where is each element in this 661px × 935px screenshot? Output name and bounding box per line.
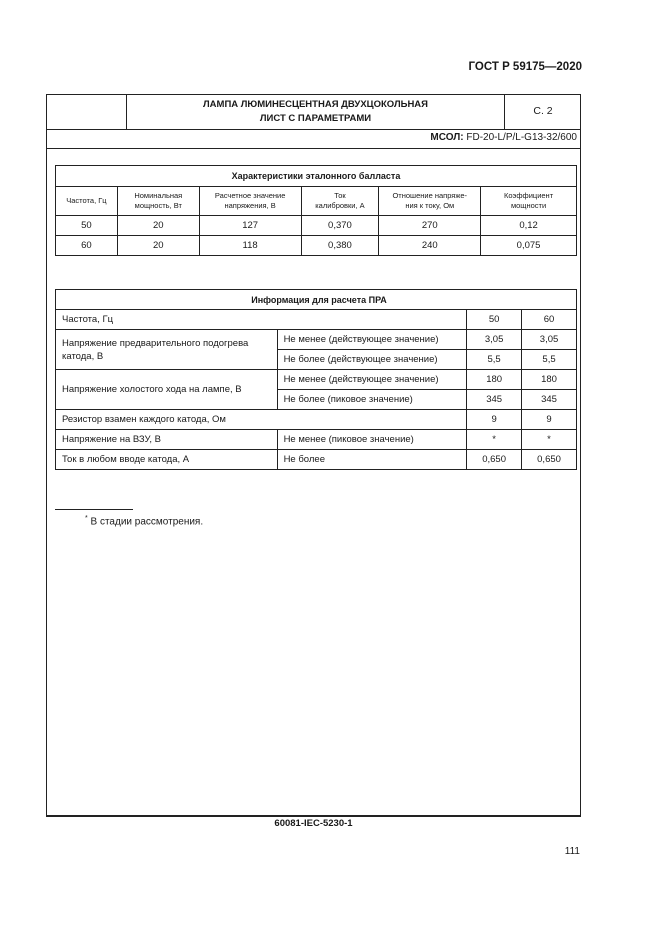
condition-label: Не менее (действующее значение) xyxy=(277,330,467,350)
table-cell: 240 xyxy=(379,236,481,256)
footer-code: 60081-IEC-5230-1 xyxy=(274,818,353,829)
table-cell: 3,05 xyxy=(522,330,577,350)
table-cell: 127 xyxy=(199,216,301,236)
footnote-text: В стадии рассмотрения. xyxy=(87,516,204,528)
table-row xyxy=(56,430,577,450)
ballast-col-header: Номинальная мощность, Вт xyxy=(117,187,199,216)
table-cell: 0,075 xyxy=(481,236,577,256)
table-cell: 270 xyxy=(379,216,481,236)
table-cell: 50 xyxy=(56,216,118,236)
sheet-title-line1: ЛАМПА ЛЮМИНЕСЦЕНТНАЯ ДВУХЦОКОЛЬНАЯ xyxy=(203,99,428,110)
condition-label: Не менее (действующее значение) xyxy=(277,370,467,390)
table-cell: 20 xyxy=(117,216,199,236)
row-label: Напряжение холостого хода на лампе, В xyxy=(56,370,278,410)
condition-label: Не более (действующее значение) xyxy=(277,350,467,370)
table-cell: 5,5 xyxy=(467,350,522,370)
mcol-designation xyxy=(300,132,577,143)
table-cell: 60 xyxy=(56,236,118,256)
table-cell: 0,370 xyxy=(301,216,379,236)
info-table xyxy=(55,289,577,470)
sheet-page-label: С. 2 xyxy=(533,105,553,117)
mcol-label: МСОЛ: xyxy=(430,132,464,143)
table-row xyxy=(56,410,577,430)
page-number: 111 xyxy=(564,846,580,857)
header-logo-cell xyxy=(46,94,127,129)
sheet-title xyxy=(127,94,505,129)
row-label: Напряжение предварительного подогрева катода, В xyxy=(56,330,278,370)
table-cell: 0,650 xyxy=(467,450,522,470)
table-row xyxy=(56,310,577,330)
mcol-divider xyxy=(46,148,581,149)
table-cell: 60 xyxy=(522,310,577,330)
header-divider xyxy=(46,129,581,130)
condition-label: Не более (пиковое значение) xyxy=(277,390,467,410)
table-cell: 0,650 xyxy=(522,450,577,470)
ballast-table-caption: Характеристики эталонного балласта xyxy=(56,166,577,187)
table-cell: 0,380 xyxy=(301,236,379,256)
row-label: Частота, Гц xyxy=(56,310,467,330)
ballast-col-header: Отношение напряже- ния к току, Ом xyxy=(379,187,481,216)
table-cell: 0,12 xyxy=(481,216,577,236)
table-row xyxy=(56,450,577,470)
footnote-rule xyxy=(55,509,133,510)
table-row xyxy=(56,236,577,256)
table-cell: 9 xyxy=(522,410,577,430)
mcol-value: FD-20-L/P/L-G13-32/600 xyxy=(466,132,577,143)
table-cell: 9 xyxy=(467,410,522,430)
ballast-col-header: Коэффициент мощности xyxy=(481,187,577,216)
table-cell: 50 xyxy=(467,310,522,330)
row-label: Ток в любом вводе катода, А xyxy=(56,450,278,470)
ballast-table xyxy=(55,165,577,256)
row-label: Резистор взамен каждого катода, Ом xyxy=(56,410,467,430)
table-cell: 118 xyxy=(199,236,301,256)
info-table-caption: Информация для расчета ПРА xyxy=(56,290,577,310)
document-code: ГОСТ Р 59175—2020 xyxy=(468,61,582,73)
table-cell: 5,5 xyxy=(522,350,577,370)
footnote xyxy=(85,515,203,527)
sheet-title-line2: ЛИСТ С ПАРАМЕТРАМИ xyxy=(259,113,372,124)
table-cell: 3,05 xyxy=(467,330,522,350)
ballast-col-header: Частота, Гц xyxy=(56,187,118,216)
ballast-col-header: Ток калибровки, А xyxy=(301,187,379,216)
table-cell: * xyxy=(522,430,577,450)
footer-divider xyxy=(46,816,581,817)
table-row xyxy=(56,370,577,390)
footnote-mark: * xyxy=(85,515,88,522)
table-cell: 180 xyxy=(467,370,522,390)
ballast-col-header: Расчетное значение напряжения, В xyxy=(199,187,301,216)
table-cell: 345 xyxy=(467,390,522,410)
table-cell: 20 xyxy=(117,236,199,256)
table-cell: * xyxy=(467,430,522,450)
condition-label: Не более xyxy=(277,450,467,470)
condition-label: Не менее (пиковое значение) xyxy=(277,430,467,450)
table-cell: 345 xyxy=(522,390,577,410)
table-row xyxy=(56,216,577,236)
table-cell: 180 xyxy=(522,370,577,390)
table-row xyxy=(56,330,577,350)
row-label: Напряжение на ВЗУ, В xyxy=(56,430,278,450)
